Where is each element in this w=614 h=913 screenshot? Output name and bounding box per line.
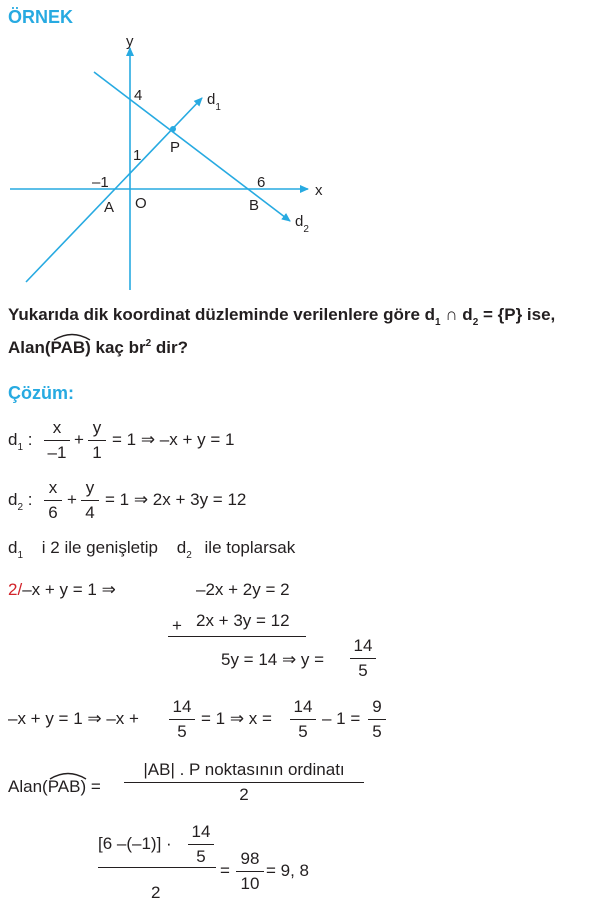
final-den: 2 bbox=[151, 883, 161, 902]
solution-heading: Çözüm: bbox=[8, 383, 74, 403]
example-heading: ÖRNEK bbox=[8, 7, 74, 27]
final-eq: = bbox=[220, 861, 230, 880]
x-line-frac-1: 14 5 bbox=[169, 697, 195, 742]
point-label-a: A bbox=[104, 199, 115, 216]
area-formula-frac: |AB| . P noktasının ordinatı 2 bbox=[124, 760, 364, 805]
eq-d1-plus: + bbox=[74, 430, 84, 449]
x-line-frac-3: 9 5 bbox=[368, 697, 386, 742]
eq-d2-frac-y: y 4 bbox=[81, 478, 99, 523]
y-axis-label: y bbox=[126, 33, 134, 50]
elim-plus: + bbox=[172, 616, 182, 635]
eq-d2-prefix: $d_2$ : bbox=[8, 490, 33, 513]
final-frac: 98 10 bbox=[236, 849, 264, 894]
line-label-d1: $d_1$ bbox=[207, 91, 221, 113]
line-d1 bbox=[26, 98, 202, 282]
eq-d2-frac-x: x 6 bbox=[44, 478, 62, 523]
x-line-frac-2: 14 5 bbox=[290, 697, 316, 742]
coordinate-graph bbox=[0, 32, 340, 292]
tick-label-4: 4 bbox=[134, 87, 143, 104]
line-label-d2: $d_2$ bbox=[295, 213, 309, 235]
final-main-rule bbox=[98, 867, 216, 868]
elim-y-frac: 14 5 bbox=[350, 636, 376, 681]
point-label-b: B bbox=[249, 197, 260, 214]
pab-arc: PAB bbox=[51, 338, 86, 358]
eq-d1-frac-y: y 1 bbox=[88, 418, 106, 463]
x-line-b: = 1 ⇒ x = bbox=[201, 709, 272, 728]
eq-d1-rest: = 1 ⇒ –x + y = 1 bbox=[112, 430, 235, 449]
elim-row-3: 5y = 14 ⇒ y = bbox=[221, 650, 325, 669]
origin-label: O bbox=[135, 195, 147, 212]
x-line-a: –x + y = 1 ⇒ –x + bbox=[8, 709, 139, 728]
pab-arc-2: PAB bbox=[48, 777, 81, 797]
point-p bbox=[170, 126, 176, 132]
eq-d2-rest: = 1 ⇒ 2x + 3y = 12 bbox=[105, 490, 247, 509]
final-inner-frac: 14 5 bbox=[188, 822, 214, 867]
final-result: = 9, 8 bbox=[266, 861, 310, 880]
eq-d2-plus: + bbox=[67, 490, 77, 509]
tick-label-1: 1 bbox=[133, 147, 142, 164]
elim-row-1: –2x + 2y = 2 bbox=[196, 580, 290, 599]
elim-left: 2/–x + y = 1 ⇒ bbox=[8, 580, 116, 599]
point-label-p: P bbox=[170, 139, 181, 156]
x-axis-label: x bbox=[315, 182, 323, 199]
area-label: Alan( PAB) = bbox=[8, 777, 101, 797]
elim-row-2: 2x + 3y = 12 bbox=[196, 611, 290, 630]
tick-label-6: 6 bbox=[257, 174, 266, 191]
x-line-c: – 1 = bbox=[322, 709, 361, 728]
question-line-2: Alan( PAB) kaç $br^2$ dir? bbox=[8, 338, 188, 358]
expand-line: $d_1$ i 2 ile genişletip $d_2$ ile toplarsak bbox=[8, 538, 296, 561]
eq-d1-prefix: $d_1$ : bbox=[8, 430, 33, 453]
eq-d1-frac-x: x –1 bbox=[44, 418, 70, 463]
question-line-1: Yukarıda dik koordinat düzleminde verilenlere göre $d_1$ ∩ $d_2 = \{P\}$ ise, bbox=[8, 305, 556, 328]
tick-label-minus1: –1 bbox=[92, 174, 109, 191]
elim-sum-rule bbox=[168, 636, 306, 637]
final-num-a: [6 –(–1)] · bbox=[98, 834, 172, 853]
line-d2 bbox=[94, 72, 290, 221]
